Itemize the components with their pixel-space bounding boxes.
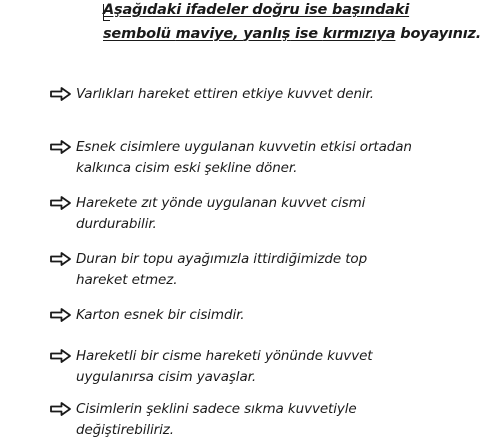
statement-text: Harekete zıt yönde uygulanan kuvvet cismi durdurabilir. — [76, 195, 366, 232]
statement-text: Karton esnek bir cisimdir. — [76, 307, 245, 323]
right-arrow-icon[interactable] — [50, 252, 72, 266]
instruction-line-2-part-3: , — [233, 26, 244, 42]
right-arrow-icon[interactable] — [50, 87, 72, 101]
instruction-line-2-part-7: boyayınız. — [395, 26, 481, 42]
instruction-word-false: yanlış — [243, 26, 291, 42]
statement-text: Hareketli bir cisme hareketi yönünde kuvvet uygulanırsa cisim yavaşlar. — [76, 348, 373, 385]
instruction-line-2-part-5: ise — [290, 26, 323, 42]
statement-text: Esnek cisimlere uygulanan kuvvetin etkisi ortadan kalkınca cisim eski şekline döner. — [76, 139, 412, 176]
instruction-block — [0, 0, 481, 60]
statement-text: Duran bir topu ayağımızla ittirdiğimizde top hareket etmez. — [76, 251, 368, 288]
right-arrow-icon[interactable] — [50, 196, 72, 210]
instruction-line-2-part-1: sembolü — [103, 26, 176, 42]
right-arrow-icon[interactable] — [50, 140, 72, 154]
right-arrow-icon[interactable] — [50, 308, 72, 322]
instruction-line-1 — [103, 2, 409, 18]
instruction-line-2 — [103, 26, 481, 42]
right-arrow-icon[interactable] — [50, 402, 72, 416]
right-arrow-icon[interactable] — [50, 349, 72, 363]
instruction-line-1-text: Aşağıdaki ifadeler doğru ise başındaki — [103, 2, 410, 18]
instruction-word-blue: maviye — [175, 26, 234, 42]
instruction-word-red: kırmızıya — [322, 26, 396, 42]
statement-text: Cisimlerin şeklini sadece sıkma kuvvetiyle değiştirebiliriz. — [76, 401, 357, 438]
statement-text: Varlıkları hareket ettiren etkiye kuvvet denir. — [76, 86, 374, 102]
